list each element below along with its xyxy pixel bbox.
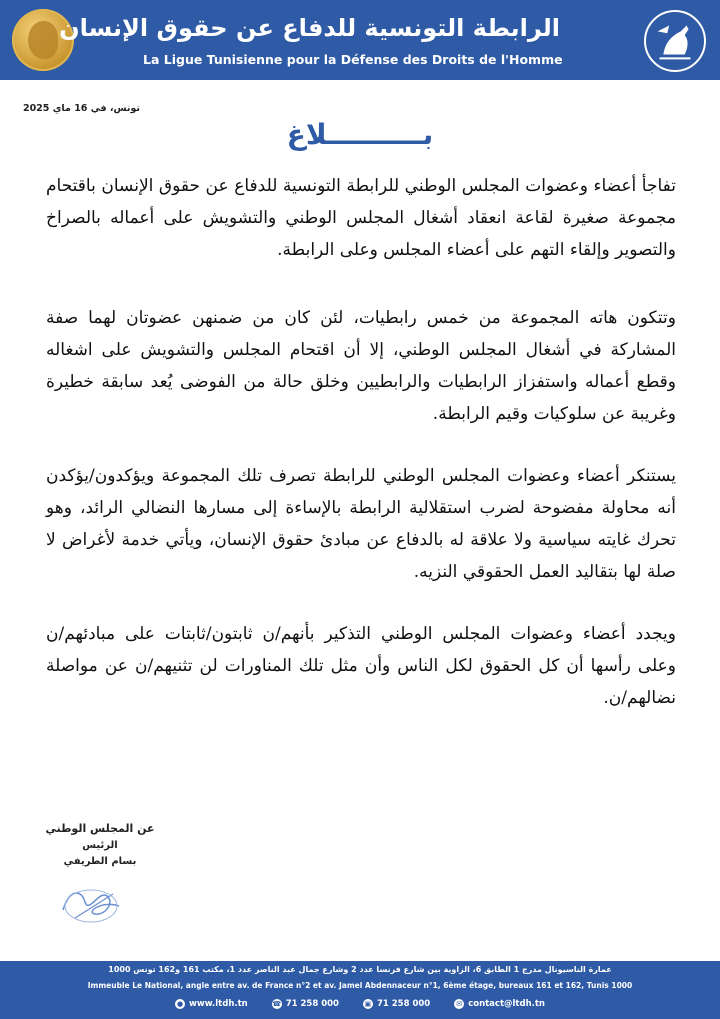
signature-role: الرئيس bbox=[82, 840, 118, 851]
ltdh-logo-icon bbox=[644, 10, 706, 72]
footer-contacts bbox=[0, 999, 720, 1009]
signature-council: عن المجلس الوطني bbox=[45, 822, 155, 835]
signature-name: بسام الطريفي bbox=[63, 856, 137, 867]
document-title: بــــــــــلاغ bbox=[286, 118, 434, 151]
paragraph: ويجدد أعضاء وعضوات المجلس الوطني التذكير بأنهم/ن ثابتون/ثابتات على مبادئهم/ن وعلى رأسها أن كل الحقوق لكل الناس وأن مثل تلك المناورات لن تثنيهم/ن عن مواصلة نضالهم/ن. bbox=[46, 624, 676, 708]
fax-icon: ▣ bbox=[364, 1000, 372, 1008]
statement-body bbox=[46, 170, 676, 744]
email-icon: ✉ bbox=[454, 999, 464, 1009]
footer-address-ar: عمارة الناسيونال مدرج 1 الطابق 6، الزاوية بين شارع فرنسا عدد 2 وشارع جمال عبد الناصر عدد 1، مكتب 161 و162 تونس 1000 bbox=[108, 965, 612, 974]
letterhead bbox=[0, 0, 720, 80]
paragraph: وتتكون هاته المجموعة من خمس رابطيات، لئن كان من ضمنهن عضوتان لهما صفة المشاركة في أشغال المجلس الوطني، إلا أن اقتحام المجلس والتشويش على اشغاله وقطع أعماله واستفزاز الرابطيات والرابطيين وخلق حالة من الفوضى يُعد سابقة خطيرة وغريبة عن سلوكيات وقيم الرابطة. bbox=[46, 308, 676, 424]
phone-icon: ☎ bbox=[272, 1000, 282, 1008]
footer-website[interactable]: ● www.ltdh.tn bbox=[176, 999, 248, 1009]
footer-address-fr: Immeuble Le National, angle entre av. de France n°2 et av. Jamel Abdennaceur n°1, 6ème étage, bureaux 161 et 162, Tunis 1000 bbox=[87, 981, 633, 990]
signature-block bbox=[40, 820, 160, 870]
footer-fax: ▣ 71 258 000 bbox=[364, 999, 431, 1009]
footer bbox=[0, 961, 720, 1019]
paragraph: تفاجأ أعضاء وعضوات المجلس الوطني للرابطة التونسية للدفاع عن حقوق الإنسان باقتحام مجموعة صغيرة لقاعة انعقاد أشغال المجلس الوطني والتشويش على أعماله بالصراخ والتصوير وإلقاء التهم على أعضاء المجلس وعلى الرابطة. bbox=[46, 176, 676, 260]
handwritten-signature bbox=[55, 880, 127, 928]
footer-email[interactable]: ✉ contact@ltdh.tn bbox=[454, 999, 545, 1009]
document-date: تونس، في 16 ماي 2025 bbox=[22, 103, 140, 114]
globe-icon: ● bbox=[176, 1000, 184, 1008]
organization-name-ar: الرابطة التونسية للدفاع عن حقوق الإنسان bbox=[59, 14, 560, 42]
paragraph: يستنكر أعضاء وعضوات المجلس الوطني للرابطة تصرف تلك المجموعة ويؤكدون/يؤكدن أنه محاولة مفضوحة لضرب استقلالية الرابطة بالإساءة إلى مسارها النضالي الرائد، وهو تحرك غايته سياسية ولا علاقة له بالدفاع عن مبادئ حقوق الإنسان، ويأتي خدمة لأغراض لا صلة لها بتقاليد العمل الحقوقي النزيه. bbox=[46, 466, 676, 582]
footer-phone: ☎ 71 258 000 bbox=[272, 999, 339, 1009]
organization-name-fr: La Ligue Tunisienne pour la Défense des Droits de l'Homme bbox=[143, 52, 563, 67]
